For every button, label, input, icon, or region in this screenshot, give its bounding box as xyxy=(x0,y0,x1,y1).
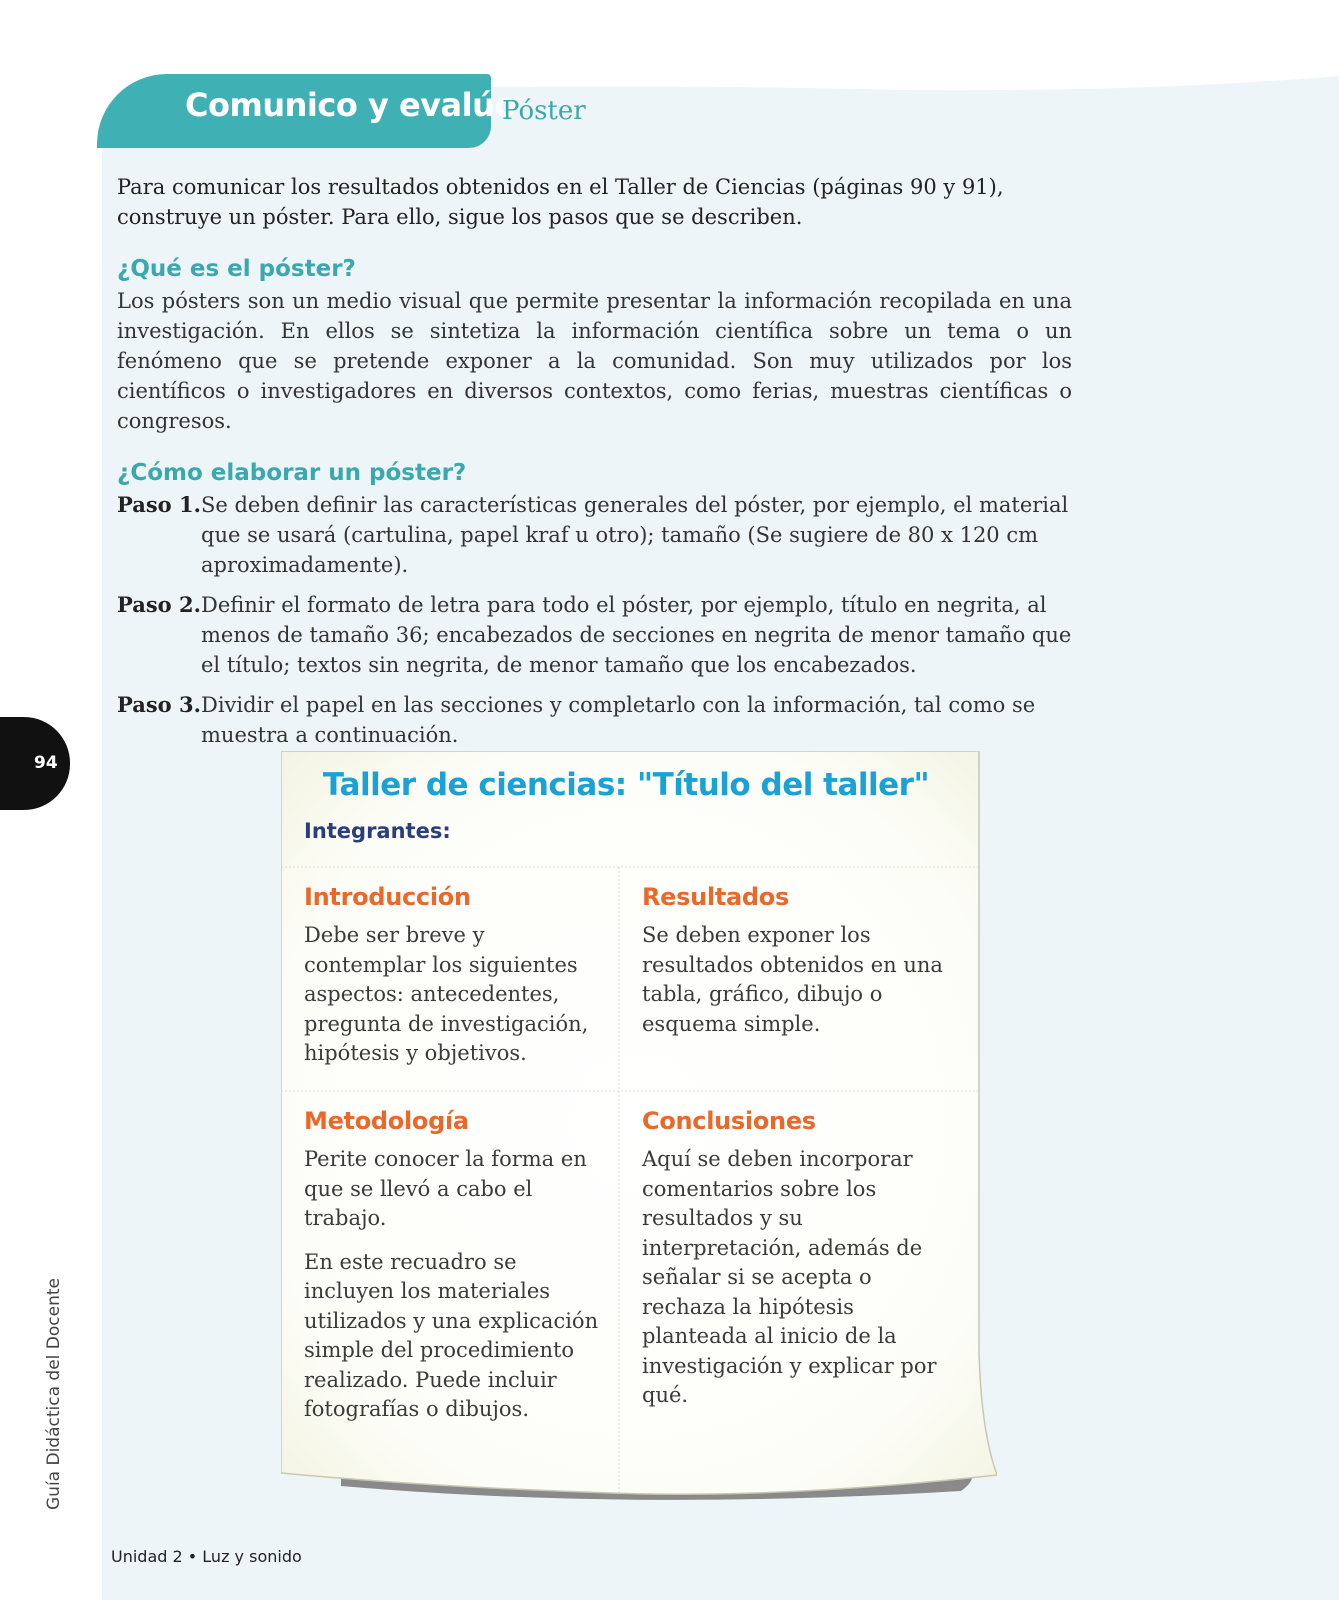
results-text: Se deben exponer los resultados obtenidos en una tabla, gráfico, dibujo o esquema simple. xyxy=(642,923,943,1036)
poster-cell-results xyxy=(642,883,962,1053)
poster-cell-introduction xyxy=(304,883,604,1083)
page-number: 94 xyxy=(34,753,58,773)
introduction-text: Debe ser breve y contemplar los siguientes aspectos: antecedentes, pregunta de investigación, hipótesis y objetivos. xyxy=(304,923,589,1065)
footer-unit: Unidad 2 • Luz y sonido xyxy=(111,1547,302,1566)
main-content xyxy=(117,172,1072,760)
poster-members-label: Integrantes: xyxy=(304,819,451,843)
side-label: Guía Didáctica del Docente xyxy=(44,1278,64,1510)
section-subtitle: Póster xyxy=(502,96,586,126)
step-label: Paso 1. xyxy=(117,492,201,517)
methodology-text: Perite conocer la forma en que se llevó a cabo el trabajo. xyxy=(304,1147,587,1230)
poster-cell-conclusions xyxy=(642,1107,952,1425)
step-label: Paso 3. xyxy=(117,692,201,717)
methodology-heading: Metodología xyxy=(304,1107,469,1135)
step-1 xyxy=(117,490,1072,580)
what-is-poster-heading: ¿Qué es el póster? xyxy=(117,256,356,282)
intro-paragraph: Para comunicar los resultados obtenidos en el Taller de Ciencias (páginas 90 y 91), construye un póster. Para ello, sigue los pasos que se describen. xyxy=(117,175,1004,229)
step-text: Dividir el papel en las secciones y completarlo con la información, tal como se muestra a continuación. xyxy=(201,693,1036,747)
how-to-poster-heading: ¿Cómo elaborar un póster? xyxy=(117,460,467,486)
introduction-heading: Introducción xyxy=(304,883,471,911)
poster-title: Taller de ciencias: "Título del taller" xyxy=(322,767,930,803)
methodology-text-2: En este recuadro se incluyen los materiales utilizados y una explicación simple del procedimiento realizado. Puede incluir fotografías o dibujos. xyxy=(304,1249,599,1421)
conclusions-text: Aquí se deben incorporar comentarios sobre los resultados y su interpretación, además de señalar si se acepta o rechaza la hipótesis planteada al inicio de la investigación y explicar por qué. xyxy=(642,1147,937,1407)
step-3 xyxy=(117,690,1072,750)
section-title: Comunico y evalúo xyxy=(185,86,516,124)
step-2 xyxy=(117,590,1072,680)
what-is-poster-text: Los pósters son un medio visual que permite presentar la información recopilada en una investigación. En ellos se sintetiza la información científica sobre un tema o un fenómeno que se pretende exponer a la comunidad. Son muy utilizados por los científicos o investigadores en diversos contextos, como ferias, muestras científicas o congresos. xyxy=(117,289,1072,433)
step-text: Definir el formato de letra para todo el póster, por ejemplo, título en negrita, al menos de tamaño 36; encabezados de secciones en negrita de menor tamaño que el título; textos sin negrita, de menor tamaño que los encabezados. xyxy=(201,593,1072,677)
poster-cell-methodology xyxy=(304,1107,604,1439)
poster-example xyxy=(281,751,997,1511)
results-heading: Resultados xyxy=(642,883,789,911)
step-label: Paso 2. xyxy=(117,592,201,617)
conclusions-heading: Conclusiones xyxy=(642,1107,816,1135)
step-text: Se deben definir las características generales del póster, por ejemplo, el material que se usará (cartulina, papel kraf u otro); tamaño (Se sugiere de 80 x 120 cm aproximadamente). xyxy=(201,493,1069,577)
